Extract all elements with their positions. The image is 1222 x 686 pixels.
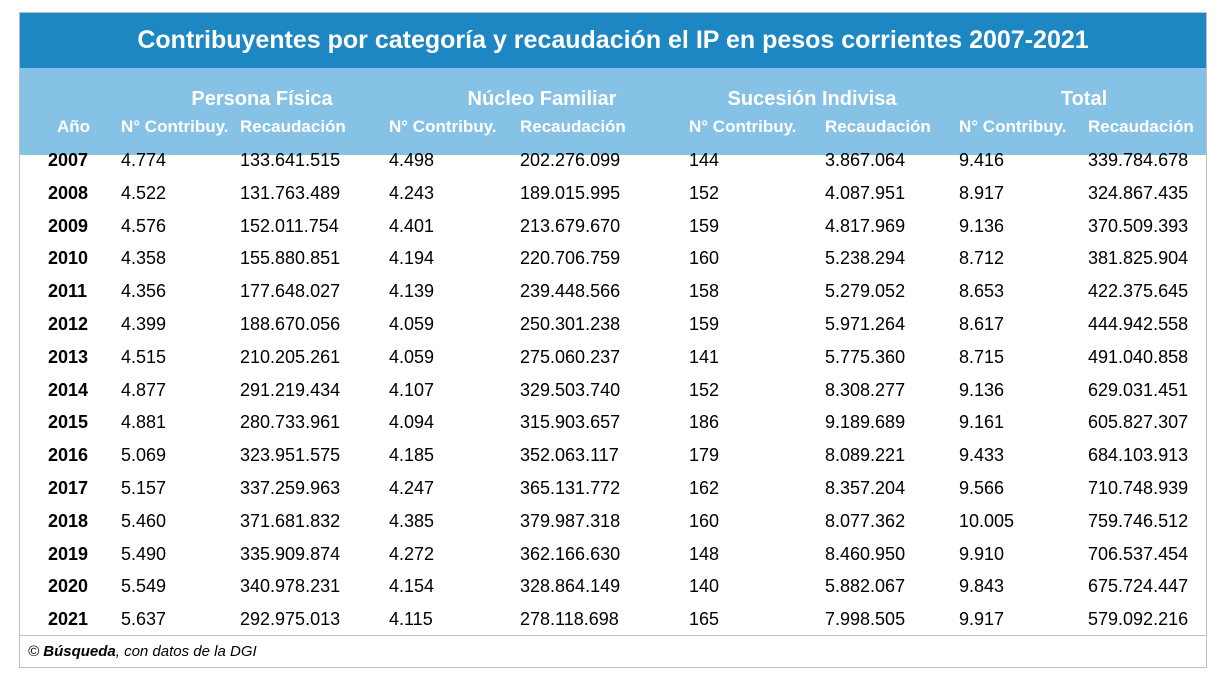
year-cell: 2008 <box>48 182 89 203</box>
value-cell: 189.015.995 <box>520 182 621 203</box>
value-cell: 148 <box>689 543 720 564</box>
value-cell: 9.136 <box>959 379 1005 400</box>
value-cell: 8.617 <box>959 314 1005 334</box>
value-cell: 4.107 <box>389 379 435 400</box>
year-cell: 2009 <box>48 215 89 236</box>
value-cell: 339.784.678 <box>1088 150 1189 170</box>
value-cell: 8.460.950 <box>825 543 906 564</box>
column-header-7: N° Contribuy. <box>959 117 1067 136</box>
table-row <box>20 308 1206 340</box>
table-header <box>20 68 1206 155</box>
group-nucleo-familiar: Núcleo Familiar <box>467 88 617 110</box>
value-cell: 4.817.969 <box>825 215 906 236</box>
value-cell: 152.011.754 <box>240 215 339 236</box>
value-cell: 186 <box>689 412 720 433</box>
value-cell: 4.243 <box>389 182 435 203</box>
value-cell: 5.490 <box>121 543 167 564</box>
value-cell: 379.987.318 <box>520 510 621 531</box>
value-cell: 340.978.231 <box>240 576 341 597</box>
value-cell: 4.094 <box>389 412 435 433</box>
value-cell: 491.040.858 <box>1088 346 1189 367</box>
value-cell: 8.357.204 <box>825 478 906 498</box>
value-cell: 9.416 <box>959 150 1005 170</box>
value-cell: 605.827.307 <box>1088 412 1189 433</box>
value-cell: 158 <box>689 281 720 302</box>
year-cell: 2020 <box>48 576 89 597</box>
value-cell: 4.358 <box>121 248 167 269</box>
value-cell: 371.681.832 <box>240 510 341 531</box>
value-cell: 291.219.434 <box>240 379 341 400</box>
year-cell: 2021 <box>48 609 89 630</box>
column-header-4: Recaudación <box>520 117 626 136</box>
value-cell: 4.576 <box>121 215 167 236</box>
value-cell: 9.843 <box>959 576 1005 597</box>
value-cell: 8.715 <box>959 346 1005 367</box>
value-cell: 7.998.505 <box>825 609 906 630</box>
value-cell: 675.724.447 <box>1088 576 1189 597</box>
value-cell: 315.903.657 <box>520 412 621 433</box>
value-cell: 684.103.913 <box>1088 445 1189 466</box>
value-cell: 444.942.558 <box>1088 314 1189 334</box>
value-cell: 144 <box>689 150 720 170</box>
group-total: Total <box>1060 88 1108 110</box>
value-cell: 131.763.489 <box>240 182 341 203</box>
value-cell: 9.161 <box>959 412 1005 433</box>
value-cell: 4.139 <box>389 281 435 302</box>
group-persona-fisica: Persona Física <box>191 88 333 110</box>
column-header-1: N° Contribuy. <box>121 117 229 136</box>
value-cell: 220.706.759 <box>520 248 621 269</box>
footer-divider <box>20 635 1206 636</box>
value-cell: 213.679.670 <box>520 215 621 236</box>
value-cell: 239.448.566 <box>520 281 621 302</box>
year-cell: 2017 <box>48 478 89 498</box>
value-cell: 4.385 <box>389 510 435 531</box>
value-cell: 250.301.238 <box>520 314 621 334</box>
year-cell: 2015 <box>48 412 89 433</box>
column-header-3: N° Contribuy. <box>389 117 497 136</box>
value-cell: 8.917 <box>959 182 1005 203</box>
group-sucesion-indivisa: Sucesión Indivisa <box>727 88 897 110</box>
value-cell: 4.877 <box>121 379 167 400</box>
value-cell: 10.005 <box>959 510 1015 531</box>
value-cell: 5.775.360 <box>825 346 906 367</box>
value-cell: 579.092.216 <box>1088 609 1189 630</box>
table-row <box>20 177 1206 209</box>
value-cell: 141 <box>689 346 720 367</box>
value-cell: 8.712 <box>959 248 1005 269</box>
value-cell: 160 <box>689 248 720 269</box>
value-cell: 8.077.362 <box>825 510 906 531</box>
year-cell: 2019 <box>48 543 89 564</box>
value-cell: 4.194 <box>389 248 435 269</box>
value-cell: 381.825.904 <box>1088 248 1189 269</box>
column-header-0: Año <box>57 117 91 136</box>
table-row <box>20 374 1206 406</box>
value-cell: 324.867.435 <box>1088 182 1189 203</box>
value-cell: 155.880.851 <box>240 248 341 269</box>
source-note <box>28 643 257 660</box>
year-cell: 2016 <box>48 445 89 466</box>
table-row <box>20 603 1206 635</box>
table-row <box>20 570 1206 602</box>
value-cell: 159 <box>689 314 720 334</box>
value-cell: 179 <box>689 445 720 466</box>
value-cell: 5.882.067 <box>825 576 906 597</box>
value-cell: 4.401 <box>389 215 435 236</box>
value-cell: 9.136 <box>959 215 1005 236</box>
table-row <box>20 275 1206 307</box>
value-cell: 335.909.874 <box>240 543 341 564</box>
value-cell: 4.272 <box>389 543 435 564</box>
value-cell: 5.637 <box>121 609 167 630</box>
table-row <box>20 341 1206 373</box>
value-cell: 210.205.261 <box>240 346 341 367</box>
value-cell: 4.115 <box>389 609 433 630</box>
value-cell: 4.515 <box>121 346 167 367</box>
value-cell: 4.498 <box>389 150 435 170</box>
table-row <box>20 144 1206 176</box>
table-row <box>20 538 1206 570</box>
value-cell: 280.733.961 <box>240 412 341 433</box>
value-cell: 629.031.451 <box>1088 379 1189 400</box>
value-cell: 9.566 <box>959 478 1005 498</box>
value-cell: 159 <box>689 215 720 236</box>
copyright-symbol: © <box>28 643 40 660</box>
value-cell: 5.157 <box>121 478 167 498</box>
table-title: Contribuyentes por categoría y recaudación el IP en pesos corrientes 2007-2021 <box>20 13 1206 68</box>
year-cell: 2013 <box>48 346 89 367</box>
source-text: , con datos de la DGI <box>115 643 257 660</box>
value-cell: 140 <box>689 576 720 597</box>
value-cell: 4.087.951 <box>825 182 906 203</box>
value-cell: 422.375.645 <box>1088 281 1189 302</box>
value-cell: 5.460 <box>121 510 167 531</box>
value-cell: 292.975.013 <box>240 609 341 630</box>
value-cell: 759.746.512 <box>1088 510 1189 531</box>
value-cell: 9.433 <box>959 445 1005 466</box>
value-cell: 9.917 <box>959 609 1005 630</box>
value-cell: 4.399 <box>121 314 167 334</box>
table-row <box>20 242 1206 274</box>
column-header-5: N° Contribuy. <box>689 117 797 136</box>
table-card <box>19 12 1207 668</box>
value-cell: 5.069 <box>121 445 167 466</box>
value-cell: 4.185 <box>389 445 435 466</box>
value-cell: 706.537.454 <box>1088 543 1189 564</box>
value-cell: 370.509.393 <box>1088 215 1189 236</box>
table-row <box>20 472 1206 504</box>
table-row <box>20 439 1206 471</box>
column-header-6: Recaudación <box>825 117 931 136</box>
column-header-2: Recaudación <box>240 117 346 136</box>
value-cell: 4.059 <box>389 346 435 367</box>
value-cell: 8.089.221 <box>825 445 906 466</box>
value-cell: 4.059 <box>389 314 435 334</box>
value-cell: 4.774 <box>121 150 167 170</box>
value-cell: 4.154 <box>389 576 435 597</box>
year-cell: 2012 <box>48 314 89 334</box>
source-brand: Búsqueda <box>43 643 116 660</box>
year-cell: 2007 <box>48 150 89 170</box>
year-cell: 2010 <box>48 248 89 269</box>
value-cell: 152 <box>689 379 720 400</box>
value-cell: 202.276.099 <box>520 150 621 170</box>
value-cell: 362.166.630 <box>520 543 621 564</box>
value-cell: 275.060.237 <box>520 346 621 367</box>
year-cell: 2014 <box>48 379 89 400</box>
value-cell: 278.118.698 <box>520 609 619 630</box>
value-cell: 4.356 <box>121 281 167 302</box>
value-cell: 160 <box>689 510 720 531</box>
value-cell: 328.864.149 <box>520 576 621 597</box>
value-cell: 365.131.772 <box>520 478 621 498</box>
year-cell: 2011 <box>48 281 88 302</box>
value-cell: 352.063.117 <box>520 445 619 466</box>
value-cell: 177.648.027 <box>240 281 341 302</box>
value-cell: 133.641.515 <box>240 150 341 170</box>
value-cell: 9.189.689 <box>825 412 906 433</box>
value-cell: 5.971.264 <box>825 314 906 334</box>
value-cell: 9.910 <box>959 543 1005 564</box>
value-cell: 8.308.277 <box>825 379 906 400</box>
value-cell: 710.748.939 <box>1088 478 1189 498</box>
column-header-8: Recaudación <box>1088 117 1194 136</box>
year-cell: 2018 <box>48 510 89 531</box>
value-cell: 337.259.963 <box>240 478 341 498</box>
value-cell: 162 <box>689 478 720 498</box>
value-cell: 152 <box>689 182 720 203</box>
value-cell: 4.247 <box>389 478 435 498</box>
value-cell: 165 <box>689 609 720 630</box>
value-cell: 323.951.575 <box>240 445 341 466</box>
value-cell: 4.881 <box>121 412 167 433</box>
value-cell: 5.238.294 <box>825 248 906 269</box>
value-cell: 4.522 <box>121 182 167 203</box>
value-cell: 8.653 <box>959 281 1005 302</box>
value-cell: 3.867.064 <box>825 150 906 170</box>
value-cell: 188.670.056 <box>240 314 341 334</box>
table-row <box>20 210 1206 242</box>
value-cell: 329.503.740 <box>520 379 621 400</box>
value-cell: 5.279.052 <box>825 281 906 302</box>
table-row <box>20 505 1206 537</box>
value-cell: 5.549 <box>121 576 167 597</box>
table-row <box>20 406 1206 438</box>
